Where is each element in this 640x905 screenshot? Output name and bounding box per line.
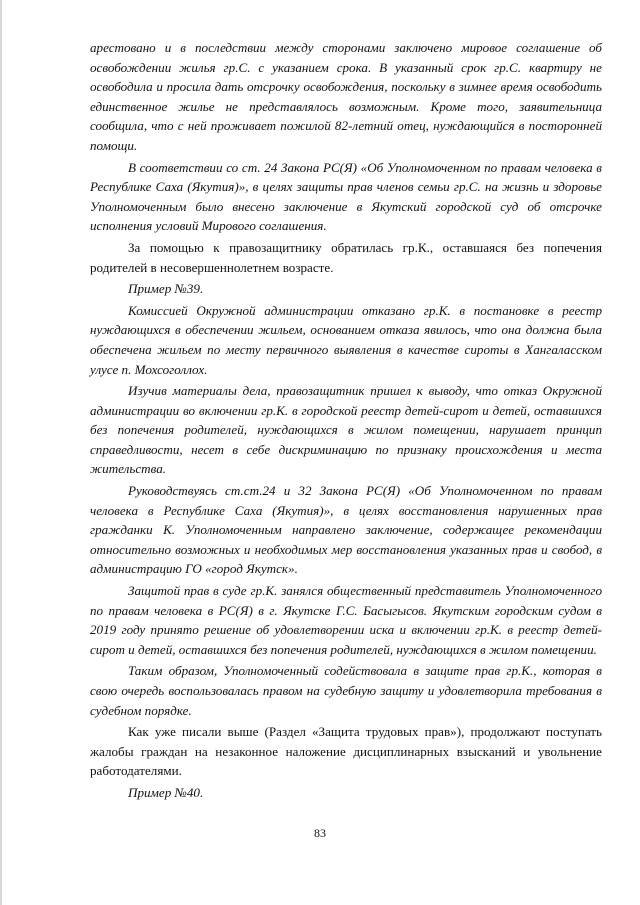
page-number: 83	[314, 826, 326, 840]
example-40-heading: Пример №40.	[128, 784, 204, 800]
paragraph-1: арестовано и в последствии между сторонами заключено мировое соглашение об освобождении жилья гр.С. с указанием срока. В указанный срок гр.С. квартиру не освободила и просила дать отсрочку освобождения, поскольку в зимнее время освободить единственное жилье не представлялось возможным. Кроме того, заявительница сообщила, что с ней проживает пожилой 82-летний отец, нуждающийся в посторонней помощи.	[90, 40, 602, 153]
paragraph-10: Как уже писали выше (Раздел «Защита трудовых прав»), продолжают поступать жалобы граждан на незаконное наложение дисциплинарных взысканий и увольнение работодателями.	[90, 724, 602, 779]
scan-edge	[0, 0, 2, 905]
example-39-heading: Пример №39.	[128, 281, 204, 297]
document-body	[90, 38, 602, 805]
paragraph-3: За помощью к правозащитнику обратилась гр.К., оставшаяся без попечения родителей в несовершеннолетнем возрасте.	[90, 239, 602, 275]
paragraph-6: Изучив материалы дела, правозащитник пришел к выводу, что отказ Окружной администрации во включении гр.К. в городской реестр детей-сирот и детей, оставшихся без попечения родителей, нуждающихся в жилом помещении, нарушает принцип справедливости, несет в себе дискриминацию по признаку происхождения и места жительства.	[90, 383, 602, 477]
paragraph-8: Защитой прав в суде гр.К. занялся общественный представитель Уполномоченного по правам человека в РС(Я) в г. Якутске Г.С. Басыгысов. Якутским городским судом в 2019 году принято решение об удовлетворении иска и включении гр.К. в реестр детей-сирот и детей, оставшихся без попечения родителей, нуждающихся в жилом помещении.	[90, 583, 602, 657]
paragraph-9: Таким образом, Уполномоченный содействовала в защите прав гр.К., которая в свою очередь воспользовалась правом на судебную защиту и удовлетворила требования в судебном порядке.	[90, 663, 602, 718]
paragraph-5: Комиссией Окружной администрации отказано гр.К. в постановке в реестр нуждающихся в обеспечении жильем, основанием отказа явилось, что она должна была обеспечена жильем по месту первичного выявления в качестве сироты в Хангаласском улусе п. Мохсоголлох.	[90, 302, 602, 377]
paragraph-7: Руководствуясь ст.ст.24 и 32 Закона РС(Я) «Об Уполномоченном по правам человека в Республике Саха (Якутия)», в целях восстановления нарушенных прав гражданки К. Уполномоченным направлено заключение, содержащее рекомендации относительно возможных и необходимых мер восстановления указанных прав и свобод, в администрацию ГО «город Якутск».	[90, 483, 602, 577]
paragraph-2: В соответствии со ст. 24 Закона РС(Я) «Об Уполномоченном по правам человека в Республике Саха (Якутия)», в целях защиты прав членов семьи гр.С. на жизнь и здоровье Уполномоченным было внесено заключение в Якутский городской суд об отсрочке исполнения условий Мирового соглашения.	[90, 159, 602, 234]
